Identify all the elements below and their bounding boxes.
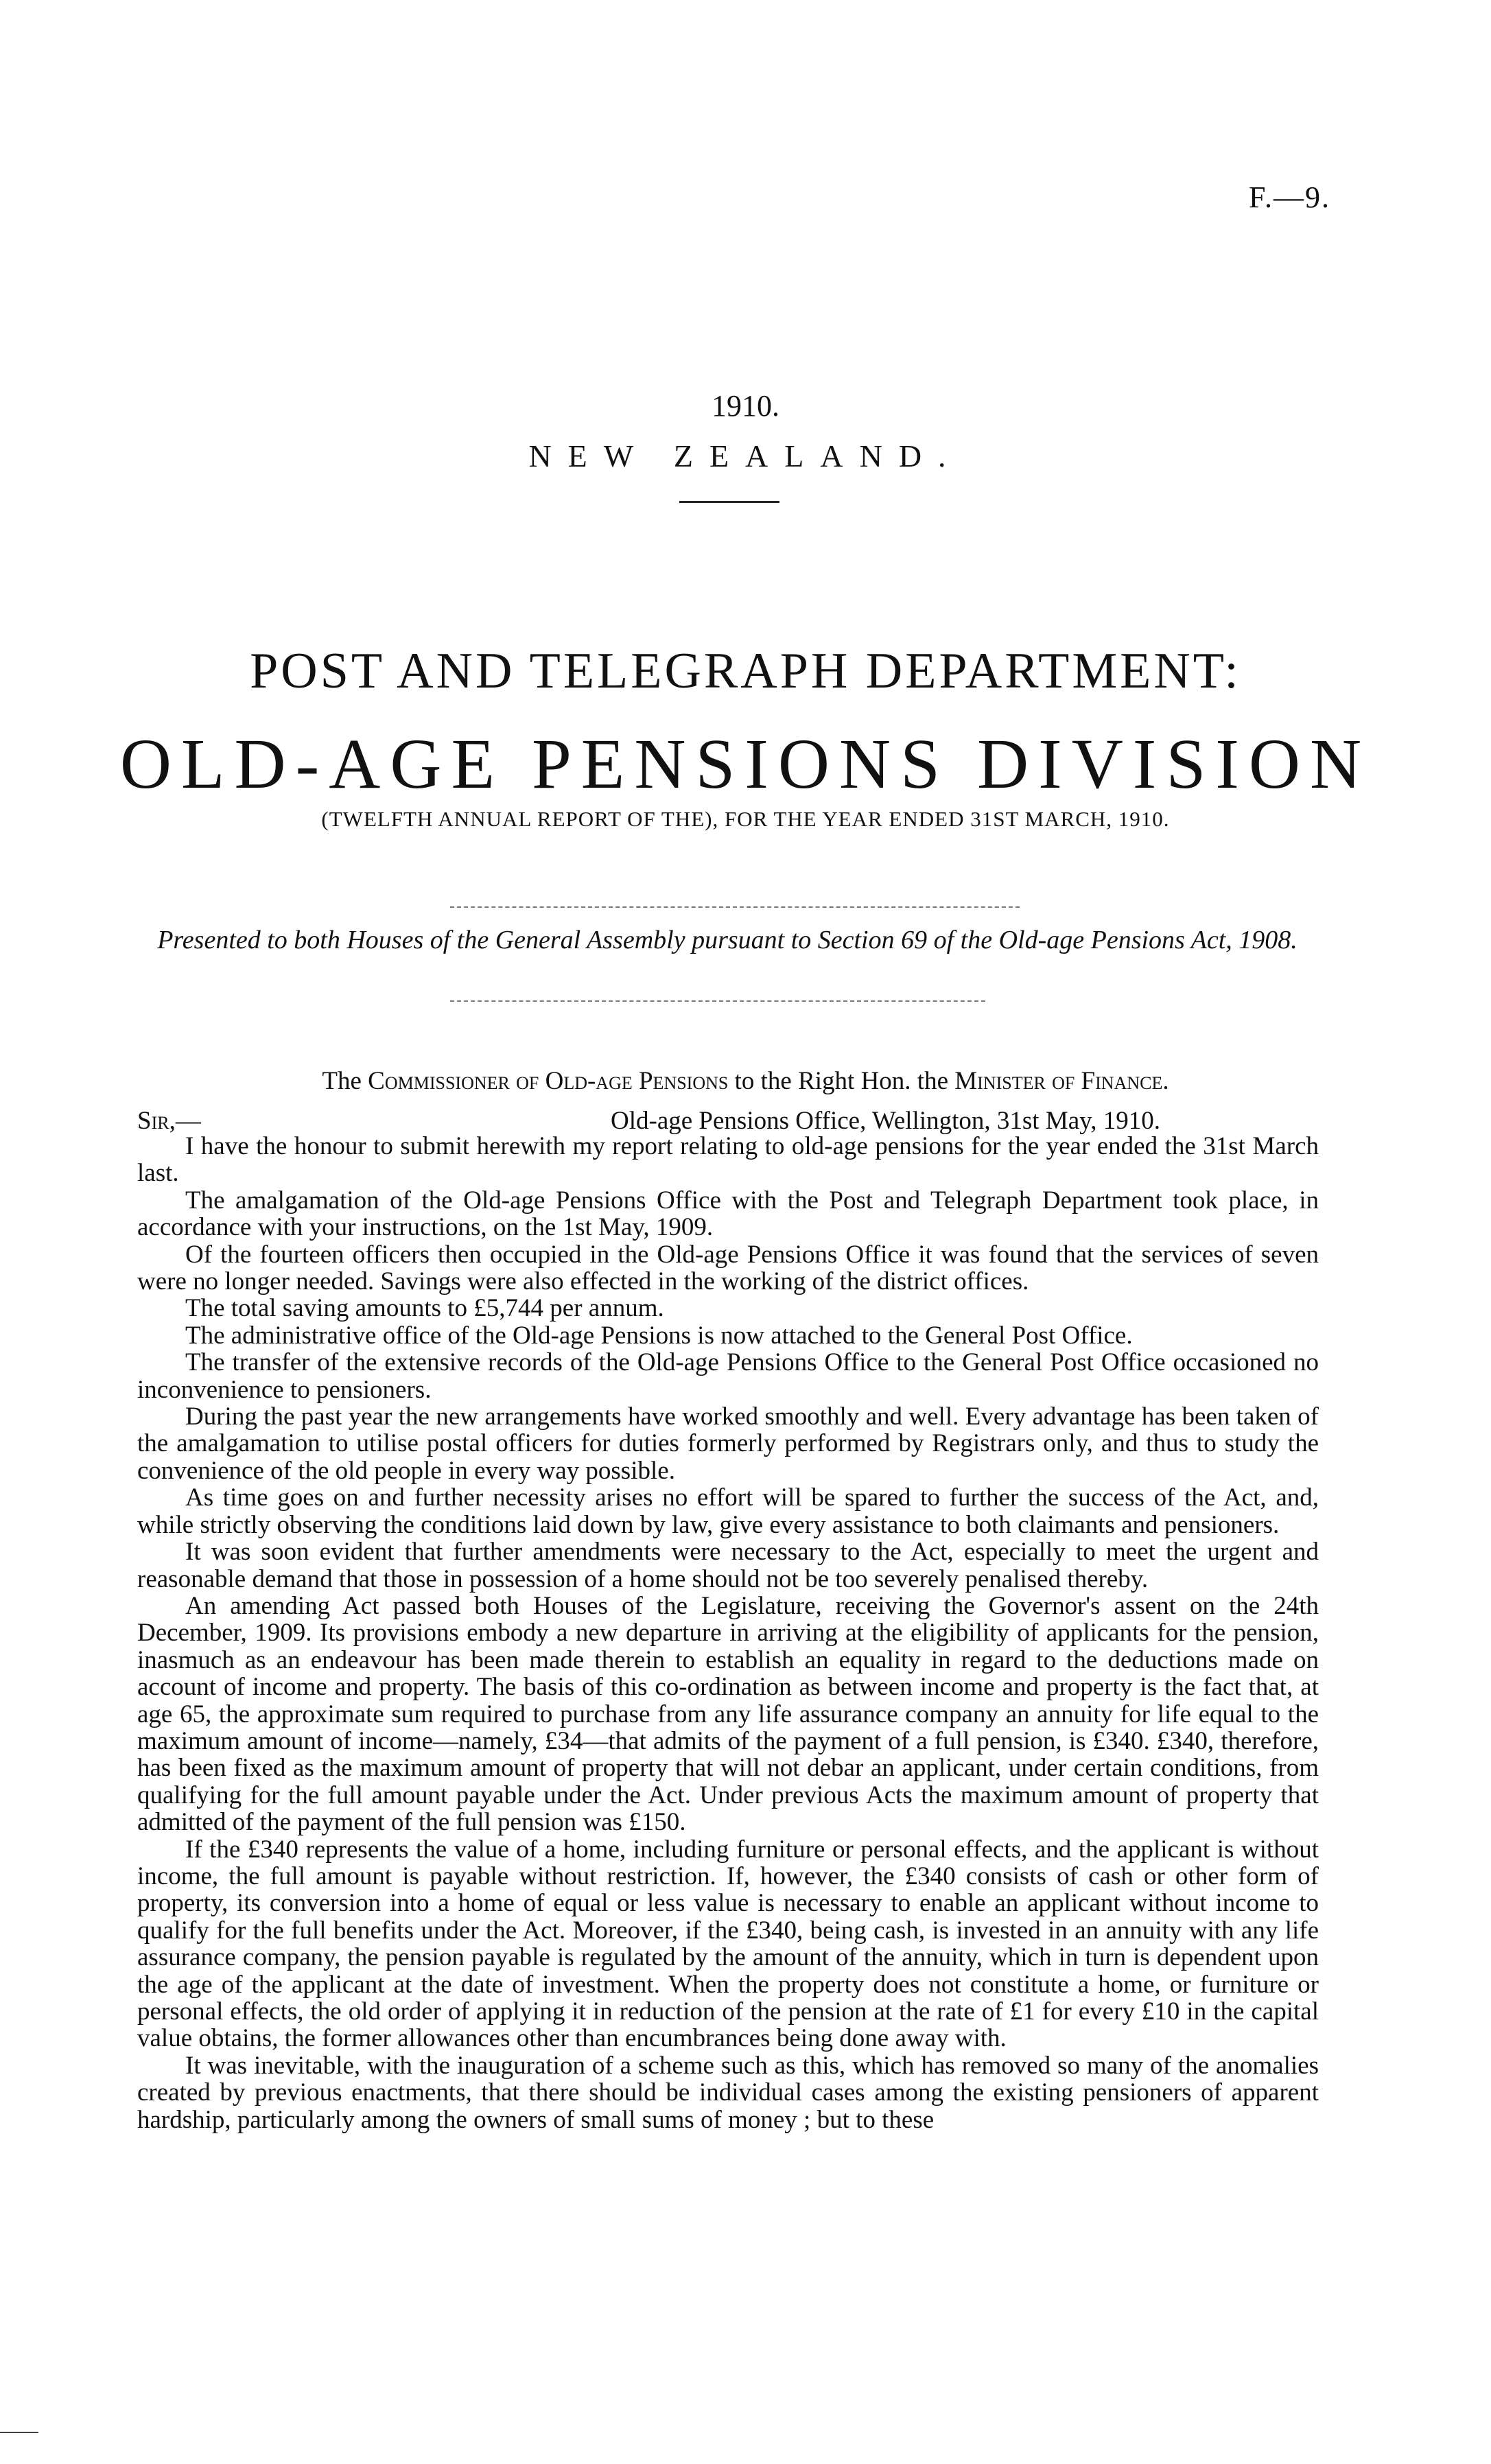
paragraph: It was inevitable, with the inauguration of a scheme such as this, which has removed so many of the anomalies created by previous enactments, that there should be individual cases among the existing pensioners of apparent hardship, particularly among the owners of small sums of money ; but to these [137,2051,1319,2134]
presented-divider-bottom [450,1000,985,1002]
paragraph: The transfer of the extensive records of the Old-age Pensions Office to the General Post Office occasioned no inconvenience to pensioners. [137,1348,1319,1404]
paragraph: The amalgamation of the Old-age Pensions Office with the Post and Telegraph Department took place, in accordance with your instructions, on the 1st May, 1909. [137,1186,1319,1242]
title-divider [679,501,779,503]
paragraph: The total saving amounts to £5,744 per annum. [185,1294,664,1323]
paragraph: An amending Act passed both Houses of the Legislature, receiving the Governor's assent on the 24th December, 1909. Its provisions embody a new departure in arriving at the eligibility of applicants for the pension, inasmuch as an endeavour has been made therein to establish an equality in regard to the deductions made on account of income and property. The basis of this co-ordination as between income and property is the fact that, at age 65, the approximate sum required to purchase from any life assurance company an annuity for life equal to the maximum amount of income—namely, £34—that admits of the payment of a full pension, is £340. £340, therefore, has been fixed as the maximum amount of property that will not debar an applicant, under certain conditions, from qualifying for the full amount payable under the Act. Under previous Acts the maximum amount of property that admitted of the payment of the full pension was £150. [137,1591,1319,1837]
address-to: Minister of Finance [954,1067,1163,1095]
paragraph: I have the honour to submit herewith my report relating to old-age pensions for the year ended the 31st March last. [137,1132,1319,1188]
margin-mark [0,2432,38,2433]
paragraph: Of the fourteen officers then occupied in the Old-age Pensions Office it was found that the services of seven were no longer needed. Savings were also effected in the working of the district offices. [137,1240,1319,1296]
office-dateline: Old-age Pensions Office, Wellington, 31st May, 1910. [611,1107,1160,1135]
address-middle: to the Right Hon. the [728,1067,955,1095]
division-title: OLD-AGE PENSIONS DIVISION [119,725,1372,803]
address-from: Commissioner of Old-age Pensions [368,1067,729,1095]
paragraph: If the £340 represents the value of a home, including furniture or personal effects, and the applicant is without income, the full amount is payable without restriction. If, however, the £340 consists of cash or other form of property, its conversion into a home of equal or less value is necessary to enable an applicant without income to qualify for the full benefits under the Act. Moreover, if the £340, being cash, is invested in an annuity with any life assurance company, the pension payable is regulated by the amount of the annuity, which in turn is dependent upon the age of the applicant at the date of investment. When the property does not constitute a home, or furniture or personal effects, the old order of applying it in reduction of the pension at the rate of £1 for every £10 in the capital value obtains, the former allowances other than encumbrances being done away with. [137,1835,1319,2053]
paragraph: The administrative office of the Old-age Pensions is now attached to the General Post Office. [185,1321,1133,1350]
report-subtitle: (TWELFTH ANNUAL REPORT OF THE), FOR THE YEAR ENDED 31ST MARCH, 1910. [321,807,1170,831]
presentation-note: Presented to both Houses of the General Assembly pursuant to Section 69 of the Old-age Pensions Act, 1908. [157,926,1298,954]
department-title: POST AND TELEGRAPH DEPARTMENT: [250,643,1241,699]
page-reference: F.—9. [1249,180,1330,214]
salutation: Sir,— [137,1107,201,1135]
country-heading: NEW ZEALAND. [528,438,963,473]
paragraph: During the past year the new arrangements have worked smoothly and well. Every advantage has been taken of the amalgamation to utilise postal officers for duties formerly performed by Registrars only, and thus to study the convenience of the old people in every way possible. [137,1403,1319,1485]
address-prefix: The [322,1067,368,1095]
address-line [0,1066,1491,1096]
report-body [137,1133,1319,2133]
paragraph: As time goes on and further necessity arises no effort will be spared to further the success of the Act, and, while strictly observing the conditions laid down by law, give every assistance to both claimants and pensioners. [137,1483,1319,1539]
document-year: 1910. [712,389,779,423]
address-suffix: . [1162,1067,1169,1095]
presented-divider-top [450,906,1020,908]
paragraph: It was soon evident that further amendments were necessary to the Act, especially to meet the urgent and reasonable demand that those in possession of a home should not be too severely penalised thereby. [137,1538,1319,1593]
